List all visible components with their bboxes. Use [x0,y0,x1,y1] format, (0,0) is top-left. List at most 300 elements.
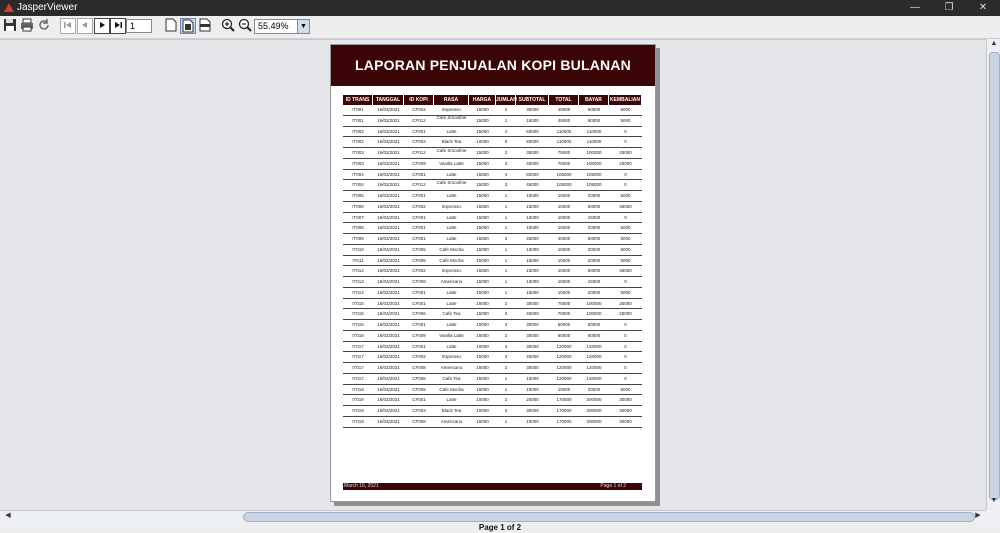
table-cell: IT004 [352,171,364,177]
fit-page-icon[interactable] [180,18,196,34]
table-cell: 5000 [620,225,631,231]
table-cell: Vanilla Latte [439,160,464,166]
table-row [343,137,642,148]
table-cell: 15000 [476,150,489,155]
table-cell: CF002 [412,268,426,274]
table-cell: 110000 [586,139,602,145]
table-cell: CF003 [412,408,426,413]
table-cell: 16/03/2021 [377,408,400,413]
table-cell: CF001 [412,214,426,220]
vertical-scroll-thumb[interactable] [989,52,1000,500]
table-cell: 45000 [557,107,571,112]
table-cell: CF001 [412,343,426,349]
table-cell: 15000 [526,257,539,263]
table-row [343,406,642,417]
table-cell: 120000 [586,343,602,349]
table-cell: 35000 [619,268,632,274]
table-cell: 15000 [476,289,489,295]
table-cell: 20000 [587,193,601,198]
table-cell: 100000 [586,150,602,155]
table-cell: IT017 [352,375,364,381]
table-cell: 1 [504,289,508,295]
table-row [343,299,642,310]
table-cell: 30000 [526,343,539,349]
table-row [343,374,642,385]
table-cell: 3 [504,182,508,188]
table-cell: 15000 [526,225,539,231]
table-cell: IT012 [352,268,364,274]
table-cell: 5000 [620,289,631,295]
table-cell: Latte [446,322,457,327]
table-cell: 15000 [476,354,489,360]
jasper-app-icon [4,3,14,12]
zoom-select[interactable] [254,19,310,34]
table-cell: 16/03/2021 [377,343,400,349]
horizontal-scroll-thumb[interactable] [243,512,975,522]
table-row [343,223,642,234]
table-cell: 2 [504,300,508,306]
table-cell: 50000 [526,139,539,145]
table-cell: Latte [446,343,457,349]
table-cell: 30000 [619,397,632,403]
table-cell: 15000 [476,225,489,231]
table-cell: 35000 [619,203,632,209]
table-cell: 0 [624,139,627,145]
table-cell: 0 [624,279,627,284]
table-cell: 16/03/2021 [377,150,400,155]
table-cell: CF005 [412,246,426,252]
table-cell: 110000 [556,139,572,145]
table-cell: 30000 [619,418,632,424]
table-cell: IT015 [352,311,364,317]
table-cell: CF002 [412,203,426,209]
table-cell: IT016 [352,322,364,327]
report-title: LAPORAN PENJUALAN KOPI BULANAN [331,45,655,86]
table-cell: CF001 [412,322,426,327]
table-row [343,191,642,202]
table-cell: 105000 [556,171,572,177]
table-cell: Cafe Mocha [439,257,464,263]
table-cell: 30000 [526,107,539,112]
table-cell: Latte [446,214,457,220]
table-cell: IT005 [352,193,364,198]
table-cell: 3 [504,354,508,360]
table-cell: 16/03/2021 [377,311,400,317]
table-cell: 1 [504,193,508,198]
table-cell: 200000 [586,397,602,403]
table-cell: 16/03/2021 [377,332,400,338]
table-cell: 1 [504,214,508,220]
table-cell: 60000 [526,171,539,177]
table-cell: 16/03/2021 [377,257,400,263]
report-viewport[interactable] [0,39,986,511]
table-cell: IT014 [352,289,364,295]
table-cell: 15000 [557,257,571,263]
table-cell: IT004 [352,182,364,188]
table-cell: 15000 [526,279,539,284]
table-cell: Americano [440,418,463,424]
column-header: TANGGAL [373,95,404,105]
table-cell: 0 [624,375,627,381]
table-cell: 15000 [476,193,489,198]
table-row [343,277,642,288]
report-table [343,105,642,428]
table-cell: 5000 [620,193,631,198]
table-cell: Latte [446,128,457,134]
table-cell: 45000 [526,160,539,166]
table-cell: 200000 [586,418,602,424]
table-cell: CF006 [412,375,426,381]
table-cell: IT003 [352,150,364,155]
previous-page-icon[interactable] [77,18,93,34]
table-cell: Black Tea [441,408,462,413]
table-cell: 15000 [476,117,489,123]
table-cell: Black Tea [441,139,462,145]
table-cell: 15000 [476,107,489,112]
scroll-left-icon[interactable]: ◀ [5,512,11,519]
column-header: SUBTOTAL [516,95,549,105]
table-row [343,331,642,342]
table-cell: 1 [504,117,508,123]
table-cell: 30000 [526,150,539,155]
table-cell: 16/03/2021 [377,397,400,403]
table-cell: 16/03/2021 [377,203,400,209]
table-cell: IT007 [352,214,364,220]
table-cell: 25000 [619,150,632,155]
table-cell: 16/03/2021 [377,375,400,381]
actual-size-icon[interactable] [163,18,179,34]
table-cell: 105000 [556,182,572,188]
scroll-right-icon[interactable]: ▶ [975,512,981,519]
table-cell: 5000 [620,246,631,252]
table-cell: IT015 [352,300,364,306]
table-row [343,213,642,224]
table-cell: 20000 [587,246,601,252]
table-cell: 15000 [526,117,539,123]
table-cell: 15000 [557,246,571,252]
next-page-icon[interactable] [94,18,110,34]
table-cell: 1 [504,375,508,381]
table-cell: CF009 [412,332,426,338]
table-row [343,234,642,245]
table-cell: 100000 [586,311,602,317]
column-header: BAYAR [579,95,609,105]
table-cell: 15000 [557,279,571,284]
table-row [343,116,642,127]
window-titlebar [0,0,1000,16]
table-row [343,395,642,406]
table-cell: 170000 [556,418,572,424]
table-cell: 15000 [526,203,539,209]
table-cell: 120000 [586,375,602,381]
table-cell: 10000 [476,408,489,413]
table-cell: 15000 [476,311,489,317]
table-cell: 16/03/2021 [377,128,400,134]
table-cell: 0 [624,354,627,360]
table-cell: 15000 [476,332,489,338]
table-cell: 120000 [556,375,572,381]
fit-width-icon[interactable] [197,18,213,34]
table-cell: 15000 [526,246,539,252]
table-cell: 4 [504,128,508,134]
table-cell: CF012 [412,150,426,155]
table-cell: 50000 [587,107,601,112]
table-cell: CF001 [412,397,426,403]
table-cell: 30000 [526,408,539,413]
table-cell: 75000 [557,300,571,306]
table-cell: 15000 [476,386,489,392]
zoom-value: 55.49% [258,21,289,31]
table-cell: 45000 [557,117,571,123]
table-cell: 15000 [476,375,489,381]
table-cell: 1 [504,203,508,209]
table-cell: 50000 [587,236,601,241]
table-cell: 15000 [476,246,489,252]
table-cell: 5000 [620,236,631,241]
save-icon[interactable] [2,18,18,34]
table-cell: Latte [446,289,457,295]
column-header: TOTAL [549,95,579,105]
table-cell: 1 [504,279,508,284]
table-cell: 15000 [587,279,601,284]
table-cell: 3 [504,322,508,327]
table-cell: 60000 [587,322,601,327]
table-cell: 15000 [476,365,489,370]
table-cell: CF001 [412,128,426,134]
table-row [343,309,642,320]
table-cell: 120000 [556,343,572,349]
table-cell: 16/03/2021 [377,171,400,177]
table-cell: Espresso [442,107,461,112]
table-cell: CF001 [412,289,426,295]
table-row [343,352,642,363]
table-cell: Espresso [442,354,461,360]
table-cell: IT019 [352,397,364,403]
table-cell: Cafe Tea [442,311,461,317]
table-cell: 2 [504,365,508,370]
table-cell: Cafe Smoothie [436,148,467,153]
table-cell: IT017 [352,354,364,360]
table-cell: 100000 [586,300,602,306]
table-cell: CF009 [412,160,426,166]
table-cell: 16/03/2021 [377,107,400,112]
table-cell: 16/03/2021 [377,322,400,327]
table-cell: 170000 [556,408,572,413]
table-cell: 110000 [586,128,602,134]
table-cell: IT001 [352,107,364,112]
table-cell: IT002 [352,139,364,145]
table-cell: 20000 [587,289,601,295]
column-header: RASA [434,95,469,105]
column-header: KEMBALIAN [610,97,640,103]
column-header-row [343,95,642,105]
vertical-scrollbar[interactable] [986,39,1000,510]
table-cell: CF005 [412,257,426,263]
table-cell: IT002 [352,128,364,134]
table-row [343,385,642,396]
table-cell: 120000 [556,365,572,370]
table-cell: IT016 [352,332,364,338]
table-cell: 30000 [526,365,539,370]
table-cell: 120000 [556,354,572,360]
report-footer [343,483,642,490]
table-cell: Cafe Smoothie [436,115,467,121]
table-cell: 25000 [619,300,632,306]
page-number-input[interactable]: 1 [126,19,152,33]
table-cell: 15000 [476,182,489,188]
table-cell: 3 [504,343,508,349]
print-icon[interactable] [19,18,35,34]
table-cell: 10000 [476,322,489,327]
table-cell: CF002 [412,354,426,360]
table-cell: 15000 [476,300,489,306]
table-cell: CF001 [412,171,426,177]
table-cell: 25000 [619,311,632,317]
column-header: HARGA [469,95,496,105]
table-row [343,245,642,256]
table-cell: 1 [504,268,508,274]
table-cell: 50000 [587,117,601,123]
table-cell: 15000 [526,214,539,220]
table-cell: 20000 [587,225,601,231]
table-row [343,105,642,116]
table-cell: Latte [446,171,457,177]
table-cell: 15000 [476,257,489,263]
footer-page-number: Page 1 of 2 [600,483,626,489]
table-cell: 50000 [587,268,601,274]
zoom-in-icon[interactable] [220,18,236,34]
table-cell: 2 [504,397,508,403]
table-cell: 15000 [526,289,539,295]
table-cell: 30000 [619,408,632,413]
table-cell: 60000 [557,322,571,327]
reload-icon[interactable] [36,18,52,34]
table-cell: 30000 [526,300,539,306]
table-cell: 15000 [476,279,489,284]
table-cell: 1 [504,418,508,424]
table-cell: 45000 [557,236,571,241]
table-cell: 25000 [619,160,632,166]
table-cell: 15000 [476,160,489,166]
table-cell: 15000 [476,268,489,274]
table-cell: 20000 [526,397,539,403]
column-header: ID KOPI [404,95,434,105]
table-cell: 2 [504,332,508,338]
maximize-button[interactable]: ❐ [944,2,954,13]
table-cell: 0 [624,214,627,220]
table-cell: 0 [624,182,627,188]
table-cell: CF006 [412,311,426,317]
table-cell: 110000 [556,128,572,134]
table-cell: IT013 [352,279,364,284]
table-cell: CF012 [412,117,426,123]
table-cell: 5 [504,139,508,145]
last-page-icon[interactable] [110,18,126,34]
table-cell: IT003 [352,160,364,166]
table-cell: IT017 [352,343,364,349]
table-cell: 10000 [476,397,489,403]
table-cell: 1 [504,225,508,231]
table-cell: 1 [504,386,508,392]
table-row [343,256,642,267]
table-cell: 16/03/2021 [377,117,400,123]
table-cell: 2 [504,107,508,112]
table-row [343,288,642,299]
table-cell: 15000 [476,236,489,241]
table-cell: 5000 [620,257,631,263]
table-cell: Latte [446,225,457,231]
table-cell: 10000 [476,343,489,349]
table-cell: 15000 [476,128,489,134]
table-cell: 20000 [587,386,601,392]
table-cell: 1 [504,246,508,252]
table-cell: 120000 [586,365,602,370]
table-cell: IT009 [352,236,364,241]
table-cell: CF005 [412,386,426,392]
table-cell: Latte [446,236,457,241]
table-row [343,170,642,181]
table-cell: 15000 [476,203,489,209]
table-cell: 0 [624,128,627,134]
table-cell: 45000 [526,354,539,360]
table-cell: IT006 [352,203,364,209]
table-cell: 75000 [557,150,571,155]
table-row [343,266,642,277]
table-cell: 16/03/2021 [377,354,400,360]
table-cell: 45000 [526,236,539,241]
table-cell: Vanilla Latte [439,332,464,338]
table-cell: 16/03/2021 [377,386,400,392]
table-cell: CF008 [412,279,426,284]
table-row [343,342,642,353]
table-cell: IT011 [352,257,364,263]
table-cell: 0 [624,365,627,370]
table-cell: 16/03/2021 [377,279,400,284]
table-cell: 16/03/2021 [377,160,400,166]
table-cell: 15000 [557,214,571,220]
scroll-down-icon[interactable]: ▼ [990,497,998,504]
table-cell: 16/03/2021 [377,418,400,424]
zoom-out-icon[interactable] [237,18,253,34]
table-cell: 15000 [526,386,539,392]
scroll-up-icon[interactable]: ▲ [990,40,998,47]
table-cell: 16/03/2021 [377,246,400,252]
table-cell: 45000 [526,311,539,317]
table-cell: IT008 [352,225,364,231]
table-cell: 15000 [526,375,539,381]
table-cell: 16/03/2021 [377,365,400,370]
table-cell: IT019 [352,418,364,424]
report-page [330,44,656,502]
table-cell: Espresso [442,268,461,274]
table-cell: 5000 [620,117,631,123]
chevron-down-icon[interactable]: ▼ [297,20,309,33]
table-row [343,127,642,138]
table-cell: 3 [504,408,508,413]
close-button[interactable]: ✕ [978,2,988,13]
table-cell: Cafe Mocha [439,246,464,252]
table-cell: 15000 [557,386,571,392]
table-cell: 15000 [526,268,539,274]
first-page-icon[interactable] [60,18,76,34]
table-cell: 16/03/2021 [377,214,400,220]
table-cell: 75000 [557,160,571,166]
table-cell: 1 [504,257,508,263]
table-cell: IT017 [352,365,364,370]
table-cell: 60000 [526,128,539,134]
minimize-button[interactable]: — [910,2,920,13]
table-cell: CF012 [412,182,426,188]
